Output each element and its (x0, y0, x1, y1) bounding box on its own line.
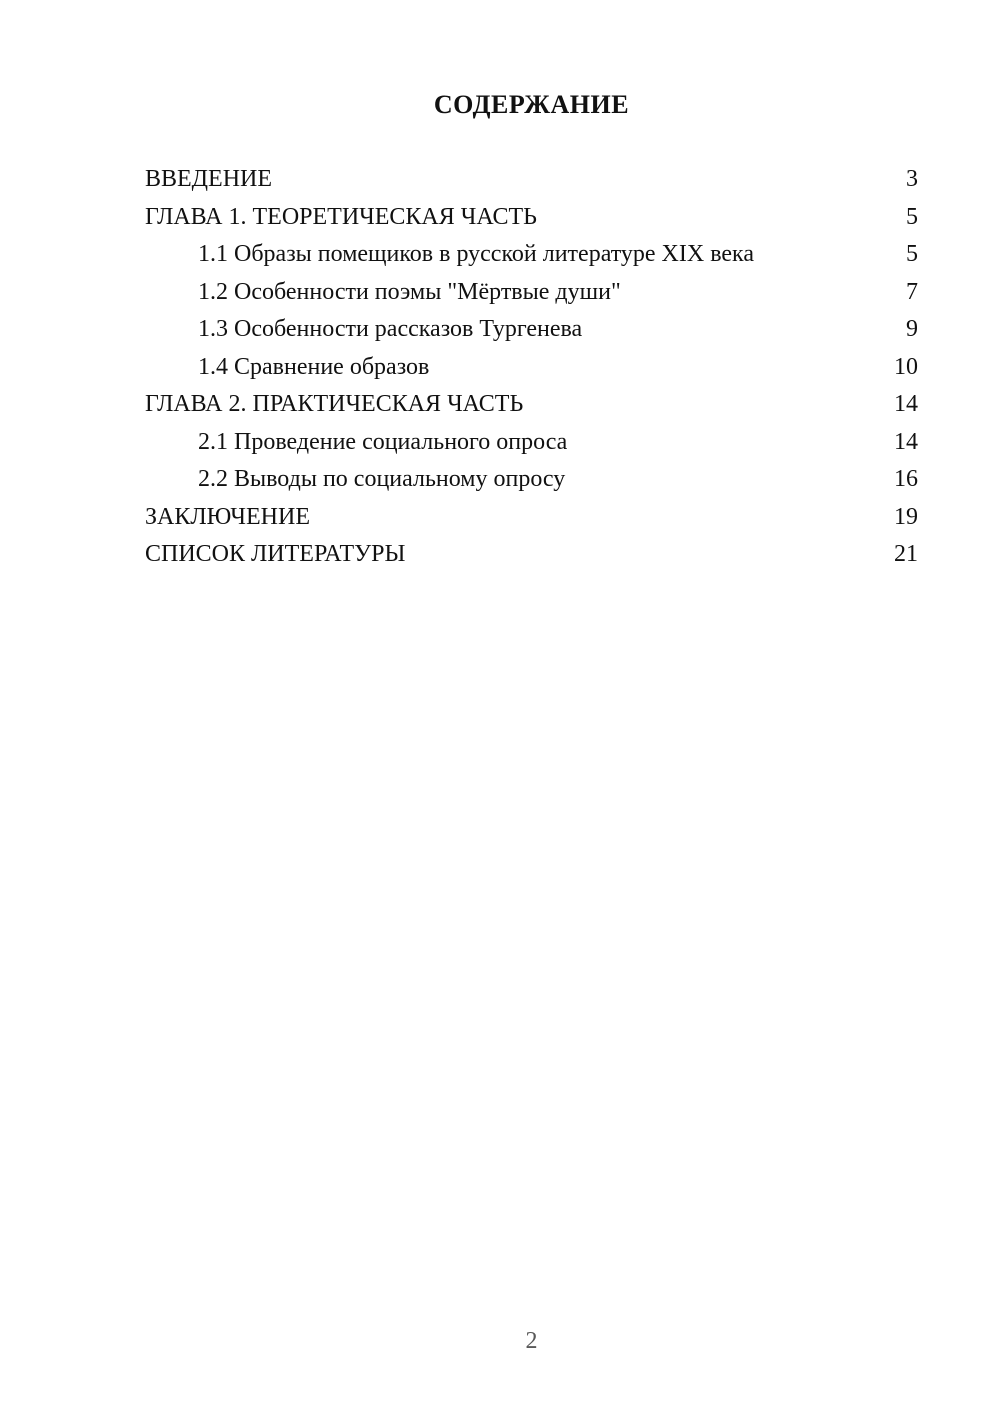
toc-entry-label: 1.4 Сравнение образов (198, 353, 430, 380)
toc-row (145, 499, 918, 537)
toc-entry-label: ГЛАВА 2. ПРАКТИЧЕСКАЯ ЧАСТЬ (145, 391, 524, 417)
toc-entry-label: ЗАКЛЮЧЕНИЕ (145, 503, 310, 530)
toc-entry-page-number: 14 (894, 428, 918, 455)
toc-row (145, 536, 918, 574)
toc-row (145, 461, 918, 499)
toc-row (145, 199, 918, 237)
toc-entry-label: 1.2 Особенности поэмы "Мёртвые души" (198, 278, 621, 305)
toc-row (145, 161, 918, 199)
toc-entry-label: 1.3 Особенности рассказов Тургенева (198, 316, 583, 342)
toc-row (145, 274, 918, 312)
toc-entry-page-number: 16 (894, 466, 918, 492)
toc-entry-page-number: 3 (906, 166, 918, 192)
toc-row (145, 349, 918, 387)
toc-entry-page-number: 5 (906, 241, 918, 267)
page-title: СОДЕРЖАНИЕ (433, 90, 630, 119)
toc-entry-label: ВВЕДЕНИЕ (145, 166, 273, 192)
toc-row (145, 236, 918, 274)
toc-entry-label: 1.1 Образы помещиков в русской литературе XIX века (198, 241, 754, 267)
toc-entry-page-number: 19 (894, 503, 918, 530)
toc-entry-page-number: 14 (894, 391, 918, 417)
toc-row (145, 311, 918, 349)
toc-list (145, 161, 918, 574)
toc-entry-label: ГЛАВА 1. ТЕОРЕТИЧЕСКАЯ ЧАСТЬ (145, 203, 537, 230)
toc-row (145, 424, 918, 462)
toc-entry-page-number: 5 (906, 203, 918, 230)
toc-entry-page-number: 10 (894, 353, 918, 380)
toc-entry-label: 2.1 Проведение социального опроса (198, 428, 568, 455)
toc-section (0, 0, 1000, 574)
toc-entry-page-number: 9 (906, 316, 918, 342)
toc-entry-label: СПИСОК ЛИТЕРАТУРЫ (145, 541, 406, 567)
toc-entry-page-number: 21 (894, 541, 918, 567)
toc-entry-label: 2.2 Выводы по социальному опросу (198, 466, 566, 492)
toc-entry-page-number: 7 (906, 278, 918, 305)
footer-page-number: 2 (525, 1328, 538, 1354)
toc-row (145, 386, 918, 424)
